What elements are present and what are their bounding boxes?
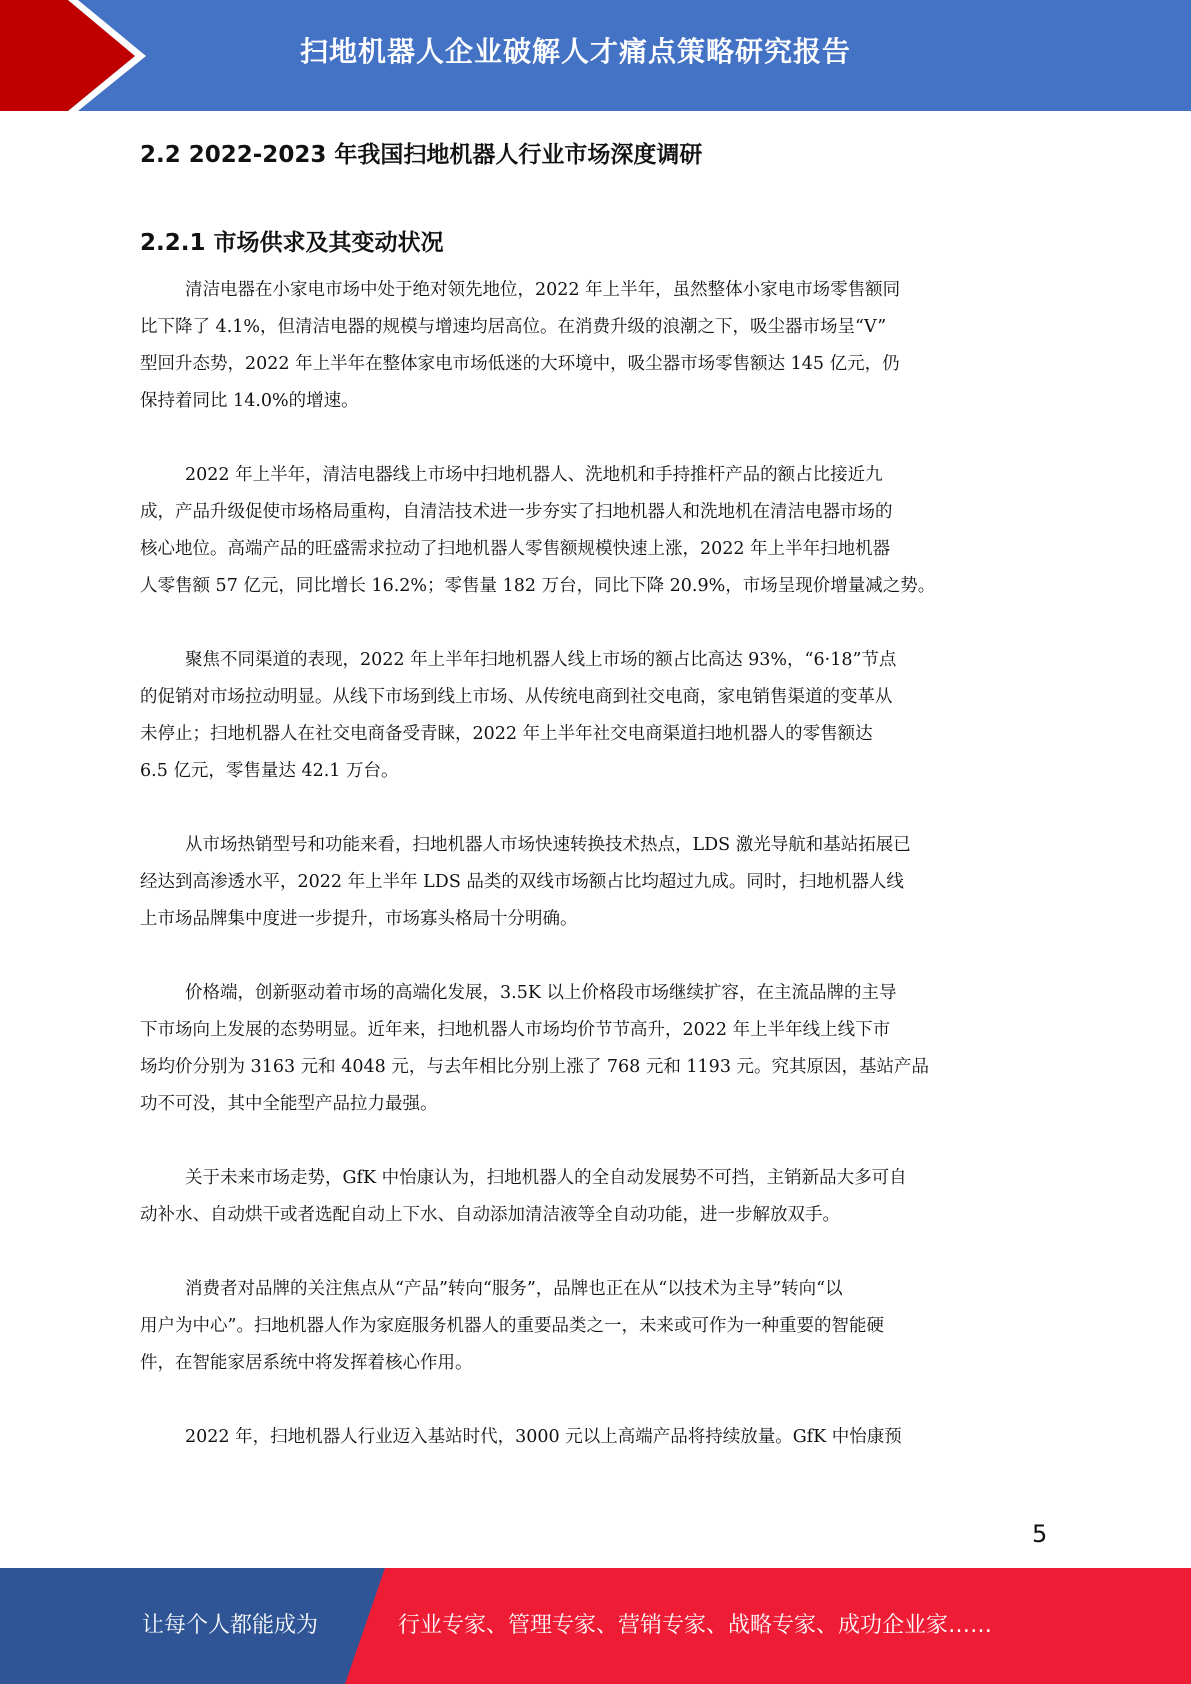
footer-slogan-right: 行业专家、管理专家、营销专家、战略专家、成功企业家…… [398, 1613, 993, 1638]
paragraph [140, 457, 1045, 605]
paragraph-line: 功不可没，其中全能型产品拉力最强。 [140, 1094, 438, 1114]
paragraph [140, 272, 1045, 420]
paragraph [140, 975, 1045, 1123]
paragraph-line: 场均价分别为 3163 元和 4048 元，与去年相比分别上涨了 768 元和 1193 元。究其原因，基站产品 [140, 1057, 930, 1077]
paragraph-line: 的促销对市场拉动明显。从线下市场到线上市场、从传统电商到社交电商，家电销售渠道的变革从 [140, 687, 893, 707]
paragraph-line: 成，产品升级促使市场格局重构，自清洁技术进一步夯实了扫地机器人和洗地机在清洁电器市场的 [140, 502, 893, 522]
paragraph-line: 消费者对品牌的关注焦点从“产品”转向“服务”，品牌也正在从“以技术为主导”转向“以 [185, 1279, 843, 1299]
paragraph-line: 关于未来市场走势，GfK 中怡康认为，扫地机器人的全自动发展势不可挡，主销新品大多可自 [185, 1168, 907, 1188]
paragraph-line: 动补水、自动烘干或者选配自动上下水、自动添加清洁液等全自动功能，进一步解放双手。 [140, 1205, 840, 1225]
page-footer [0, 1568, 1191, 1684]
paragraph-line: 型回升态势，2022 年上半年在整体家电市场低迷的大环境中，吸尘器市场零售额达 145 亿元，仍 [140, 354, 900, 374]
paragraph-line: 清洁电器在小家电市场中处于绝对领先地位，2022 年上半年，虽然整体小家电市场零售额同 [185, 280, 901, 300]
paragraph-line: 人零售额 57 亿元，同比增长 16.2%；零售量 182 万台，同比下降 20.9%，市场呈现价增量减之势。 [140, 576, 936, 596]
body-text [140, 272, 1045, 1493]
paragraph-line: 上市场品牌集中度进一步提升，市场寡头格局十分明确。 [140, 909, 578, 929]
section-heading: 2.2 2022-2023 年我国扫地机器人行业市场深度调研 [140, 142, 703, 168]
paragraph-line: 未停止；扫地机器人在社交电商备受青睐，2022 年上半年社交电商渠道扫地机器人的零售额达 [140, 724, 873, 744]
paragraph [140, 642, 1045, 790]
report-title: 扫地机器人企业破解人才痛点策略研究报告 [300, 35, 852, 68]
paragraph-line: 聚焦不同渠道的表现，2022 年上半年扫地机器人线上市场的额占比高达 93%，“6·18”节点 [185, 650, 897, 670]
paragraph-line: 6.5 亿元，零售量达 42.1 万台。 [140, 761, 399, 781]
page-number: 5 [1032, 1520, 1048, 1548]
page-header [0, 0, 1191, 111]
paragraph [140, 1271, 1045, 1382]
paragraph-line: 核心地位。高端产品的旺盛需求拉动了扫地机器人零售额规模快速上涨，2022 年上半年扫地机器 [140, 539, 891, 559]
paragraph-line: 2022 年，扫地机器人行业迈入基站时代，3000 元以上高端产品将持续放量。GfK 中怡康预 [185, 1427, 902, 1447]
paragraph-line: 2022 年上半年，清洁电器线上市场中扫地机器人、洗地机和手持推杆产品的额占比接近九 [185, 465, 883, 485]
paragraph-line: 用户为中心”。扫地机器人作为家庭服务机器人的重要品类之一，未来或可作为一种重要的智能硬 [140, 1316, 884, 1336]
header-chevron-decoration [0, 0, 160, 111]
paragraph-line: 保持着同比 14.0%的增速。 [140, 391, 359, 411]
paragraph [140, 1419, 1045, 1456]
subsection-heading: 2.2.1 市场供求及其变动状况 [140, 230, 444, 256]
footer-slogan-left: 让每个人都能成为 [142, 1613, 319, 1638]
paragraph-line: 件，在智能家居系统中将发挥着核心作用。 [140, 1353, 473, 1373]
paragraph-line: 经达到高渗透水平，2022 年上半年 LDS 品类的双线市场额占比均超过九成。同时，扫地机器人线 [140, 872, 904, 892]
paragraph [140, 1160, 1045, 1234]
paragraph-line: 价格端，创新驱动着市场的高端化发展，3.5K 以上价格段市场继续扩容，在主流品牌的主导 [185, 983, 897, 1003]
paragraph-line: 下市场向上发展的态势明显。近年来，扫地机器人市场均价节节高升，2022 年上半年线上线下市 [140, 1020, 891, 1040]
paragraph [140, 827, 1045, 938]
paragraph-line: 从市场热销型号和功能来看，扫地机器人市场快速转换技术热点，LDS 激光导航和基站拓展已 [185, 835, 911, 855]
paragraph-line: 比下降了 4.1%，但清洁电器的规模与增速均居高位。在消费升级的浪潮之下，吸尘器市场呈“V” [140, 317, 887, 337]
